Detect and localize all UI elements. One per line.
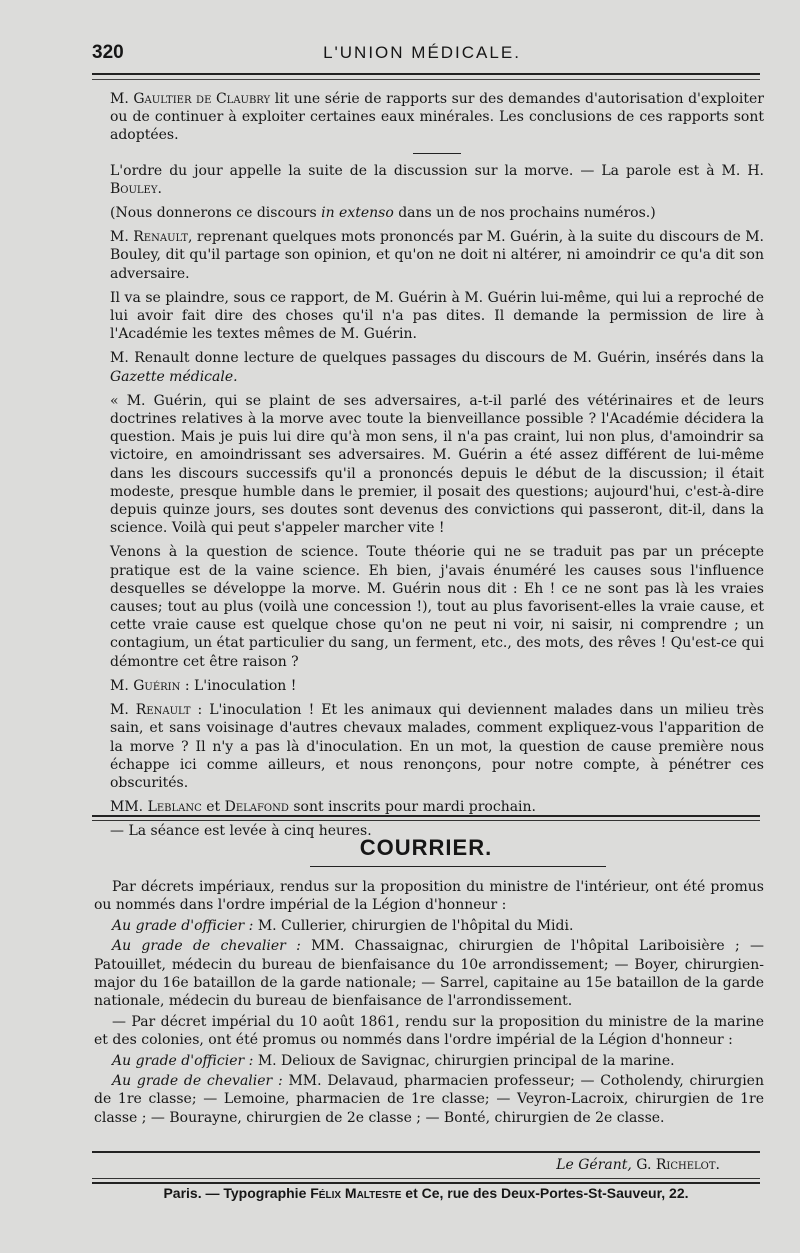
signature <box>92 1157 720 1173</box>
academy-report <box>110 90 764 847</box>
paragraph-reading <box>110 349 764 385</box>
paragraph-complaint: Il va se plaindre, sous ce rapport, de M. Guérin à M. Guérin lui-même, qui lui a reproché de lui avoir fait dire des choses qu'il n'a pas dites. Il demande la permission de lire à l'Académie les textes mêmes de M. Guérin. <box>110 289 764 343</box>
title-underline <box>310 866 606 867</box>
separator-rule <box>413 153 461 154</box>
italic-text: Au grade d'officier : <box>112 1052 254 1069</box>
italic-text: Au grade de chevalier : <box>112 938 301 955</box>
paragraph-closing: — La séance est levée à cinq heures. <box>110 823 372 840</box>
paragraph-next-session <box>110 798 764 816</box>
paragraph-officer <box>94 917 764 935</box>
italic-text: in extenso <box>321 205 394 222</box>
paragraph-text: M. Cullerier, chirurgien de l'hôpital du Midi. <box>253 917 574 934</box>
paragraph-text: : L'inoculation ! Et les animaux qui deviennent malades dans un milieu très sain, et sans voisinage d'autres chevaux malades, comment expliquez-vous l'apparition de la morve ? Il n'y a pas là d'inoculation. En un mot, la question de cause première nous échappe ici comme ailleurs, et nous renonçons, pour notre compte, à pénétrer ces obscurités. <box>110 702 764 791</box>
section-title: COURRIER. <box>359 835 493 860</box>
manager-name: G. Richelot. <box>631 1157 720 1173</box>
speaker-name: M. Renault <box>110 702 191 719</box>
paragraph-text: MM. Delavaud, pharmacien professeur; — Cotholendy, chirurgien de 1re classe; — Lemoine, pharmacien de 1re classe; — Veyron-Lacroix, chirurgien de 1re classe ; — Bourayne, chirurgien de 2e classe ; — Bonté, chirurgien de 2e classe. <box>94 1073 764 1126</box>
paragraph-renault-reply <box>110 701 764 792</box>
header-rule <box>92 73 760 75</box>
paragraph-text: M. Renault donne lecture de quelques passages du discours de M. Guérin, insérés dans la <box>110 350 764 367</box>
speaker-name: Delafond <box>224 799 289 816</box>
paragraph-guerin-reply <box>110 677 764 695</box>
paragraph-text: (Nous donnerons ce discours <box>110 205 322 222</box>
footer-rule-thick <box>92 1182 760 1184</box>
header-rule-thin <box>92 79 760 80</box>
speaker-name: M. Renault, <box>110 229 193 246</box>
printer-imprint <box>92 1185 760 1201</box>
running-title: L'UNION MÉDICALE. <box>323 43 521 62</box>
courrier-section <box>94 878 764 1129</box>
paragraph-chevalier <box>94 937 764 1011</box>
printer-name: Félix Malteste <box>310 1185 402 1201</box>
paragraph-text: MM. Chassaignac, chirurgien de l'hôpital Lariboisière ; — Patouillet, médecin du bureau de bienfaisance du 10e arrondissement; — Boyer, chirurgien-major du 16e bataillon de la garde nationale; — Sarrel, capitaine au 15e bataillon de la garde nationale, médecin du bureau de bienfaisance de l'arrondissement. <box>94 938 764 1010</box>
paragraph-note <box>110 204 764 222</box>
italic-text: Au grade d'officier : <box>112 917 254 934</box>
speaker-name: Leblanc <box>147 799 202 816</box>
footer-rule-thin <box>92 1178 760 1179</box>
paragraph-renault <box>110 228 764 283</box>
italic-text: Le Gérant, <box>556 1157 632 1173</box>
speaker-name: Bouley. <box>110 180 162 197</box>
italic-text: Au grade de chevalier : <box>112 1073 283 1090</box>
paragraph-gaultier <box>110 90 764 145</box>
imprint-text: et Ce, rue des Deux-Portes-St-Sauveur, 22. <box>401 1185 689 1201</box>
paragraph-text: L'ordre du jour appelle la suite de la discussion sur la morve. — La parole est à M. H. <box>110 162 764 179</box>
imprint-text: Paris. — Typographie <box>163 1185 311 1201</box>
paragraph-text: sont inscrits pour mardi prochain. <box>288 799 536 816</box>
paragraph-text: et <box>201 799 225 816</box>
paragraph-marine-decree: — Par décret impérial du 10 août 1861, rendu sur la proposition du ministre de la marine et des colonies, ont été promus ou nommés dans l'ordre impérial de la Légion d'honneur : <box>94 1013 764 1049</box>
paragraph-text: MM. <box>110 799 148 816</box>
paragraph-text: dans un de nos prochains numéros.) <box>393 205 656 222</box>
page-number: 320 <box>92 42 124 63</box>
paragraph-marine-chevalier <box>94 1072 764 1127</box>
paragraph-text: : L'inoculation ! <box>180 677 297 694</box>
footer-rule <box>92 1151 760 1153</box>
paragraph-quote: « M. Guérin, qui se plaint de ses adversaires, a-t-il parlé des vétérinaires et de leurs doctrines relatives à la morve avec toute la bienveillance possible ? l'Académie décidera la question. Mais je puis lui dire qu'à mon sens, il n'a pas craint, lui non plus, d'amoindrir sa victoire, en amoindrissant ses adversaires. M. Guérin a été assez différent de lui-même dans les discours successifs qu'il a prononcés depuis le début de la discussion; il était modeste, presque humble dans le premier, il posait des questions; aujourd'hui, c'est-à-dire depuis quinze jours, ses doutes sont devenus des convictions qui passeront, dit-il, dans la science. Voilà qui peut s'appeler marcher vite ! <box>110 392 764 537</box>
paragraph-order-of-day <box>110 162 764 198</box>
paragraph-decrees: Par décrets impériaux, rendus sur la proposition du ministre de l'intérieur, ont été promus ou nommés dans l'ordre impérial de la Légion d'honneur : <box>94 879 764 914</box>
paragraph-marine-officer <box>94 1052 764 1070</box>
paragraph-text: M. Delioux de Savignac, chirurgien principal de la marine. <box>253 1052 675 1069</box>
italic-text: Gazette médicale. <box>110 368 238 385</box>
section-divider <box>92 815 760 821</box>
speaker-name: M. Gaultier de Claubry <box>110 91 271 107</box>
paragraph-text: lit une série de rapports sur des demandes d'autorisation d'exploiter ou de continuer à exploiter certaines eaux minérales. Les conclusions de ces rapports sont adoptées. <box>110 91 765 144</box>
paragraph-text: reprenant quelques mots prononcés par M. Guérin, à la suite du discours de M. Bouley, dit qu'il partage son opinion, et qu'on ne doit ni altérer, ni amoindrir ce qu'a dit son adversaire. <box>110 229 764 282</box>
speaker-name: M. Guérin <box>110 677 181 694</box>
paragraph-science: Venons à la question de science. Toute théorie qui ne se traduit pas par un précepte pratique est de la vaine science. Eh bien, j'avais énuméré les causes sous l'influence desquelles se développe la morve. M. Guérin nous dit : Eh ! ce ne sont pas là les vraies causes; tout au plus (voilà une concession !), tout au plus favorisent-elles la vraie cause, et cette vraie cause est quelque chose qu'on ne peut ni voir, ni saisir, ni comprendre ; un contagium, un état particulier du sang, un ferment, etc., des mots, des rêves ! Qu'est-ce qui démontre cet être raison ? <box>110 544 764 670</box>
page-header <box>92 42 752 72</box>
